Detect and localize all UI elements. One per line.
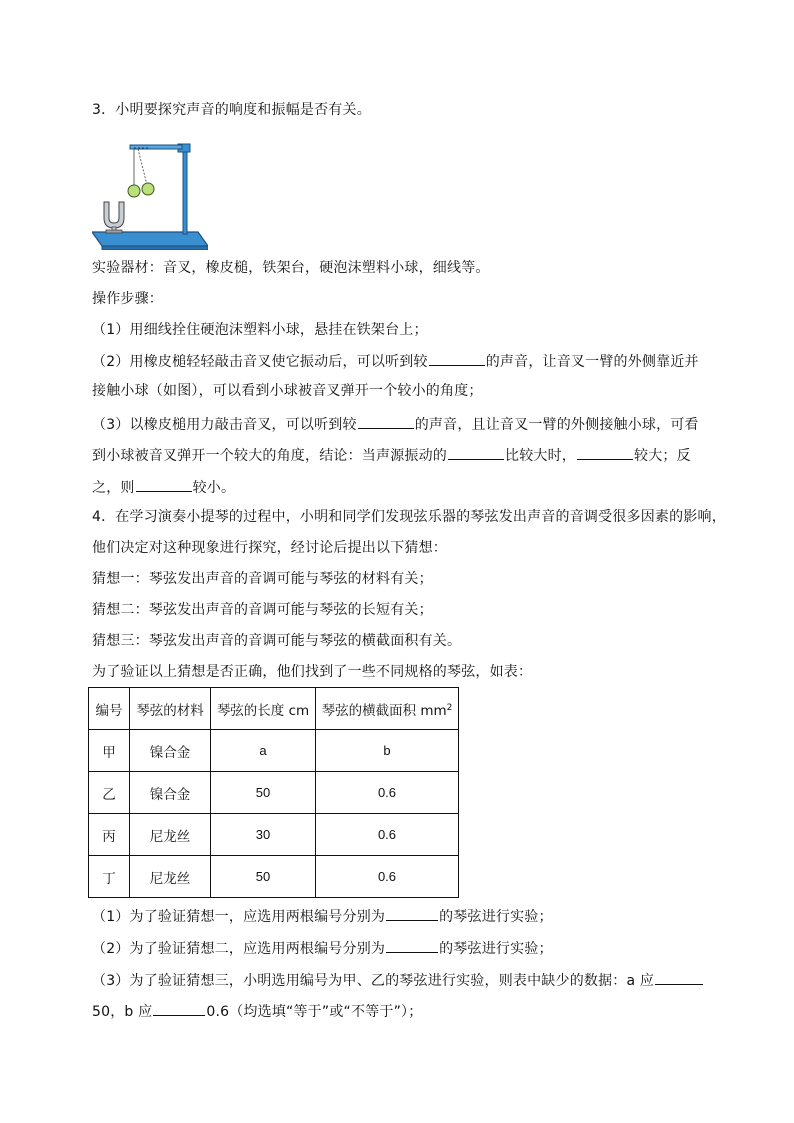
q3-step3-text-b: 的声音，且让音叉一臂的外侧接触小球，可看 — [414, 417, 699, 433]
q3-step3-text-c: 到小球被音叉弹开一个较大的角度，结论：当声源振动的 — [92, 448, 447, 464]
q4-intro-line1: 4．在学习演奏小提琴的过程中，小明和同学们发现弦乐器的琴弦发出声音的音调受很多因素的影响， — [92, 509, 726, 525]
cell-id: 丁 — [89, 856, 130, 898]
q3-step3-text-a: （3）以橡皮槌用力敲击音叉，可以听到较 — [92, 417, 357, 433]
q4-sub3-text-c: 0.6（均选填“等于”或“不等于”）； — [206, 1004, 423, 1020]
answer-blank-q3-step3-3[interactable] — [577, 444, 633, 460]
cell-id: 丙 — [89, 814, 130, 856]
q3-step3-line1 — [92, 413, 699, 435]
q4-guess3: 猜想三：琴弦发出声音的音调可能与琴弦的横截面积有关。 — [92, 633, 462, 649]
header-area-sup: 2 — [446, 702, 453, 713]
header-id: 编号 — [89, 688, 130, 730]
answer-blank-q4-sub1[interactable] — [386, 905, 438, 921]
q4-sub2-text-a: （2）为了验证猜想二，应选用两根编号分别为 — [92, 941, 386, 957]
q3-step2-line1 — [92, 350, 699, 372]
answer-blank-q3-step3-1[interactable] — [358, 413, 414, 429]
cell-length: a — [211, 730, 316, 772]
cell-material: 镍合金 — [130, 730, 211, 772]
string-spec-table — [88, 687, 459, 898]
q3-step3-text-e: 较大；反 — [634, 448, 691, 464]
answer-blank-q4-sub2[interactable] — [386, 937, 438, 953]
q3-step2-text-a: （2）用橡皮槌轻轻敲击音叉使它振动后，可以听到较 — [92, 354, 428, 370]
header-area — [316, 688, 459, 730]
q3-step3-text-f: 之，则 — [92, 480, 135, 496]
cell-id: 乙 — [89, 772, 130, 814]
table-header-row — [89, 688, 459, 730]
q4-sub3-text-a: （3）为了验证猜想三，小明选用编号为甲、乙的琴弦进行实验，则表中缺少的数据：a 应 — [92, 973, 655, 989]
q4-intro-line2: 他们决定对这种现象进行探究，经讨论后提出以下猜想： — [92, 540, 447, 556]
header-length: 琴弦的长度 cm — [211, 688, 316, 730]
cell-area: 0.6 — [316, 814, 459, 856]
q3-materials: 实验器材：音叉，橡皮槌，铁架台，硬泡沫塑料小球，细线等。 — [92, 260, 490, 276]
q3-step3-text-d: 比较大时， — [505, 448, 576, 464]
header-area-text: 琴弦的横截面积 mm — [321, 702, 447, 719]
q4-sub2-text-b: 的琴弦进行实验； — [439, 941, 553, 957]
table-row — [89, 772, 459, 814]
cell-material: 镍合金 — [130, 772, 211, 814]
table-row — [89, 730, 459, 772]
answer-blank-q4-sub3-b[interactable] — [153, 1000, 205, 1016]
cell-length: 30 — [211, 814, 316, 856]
q4-guess1: 猜想一：琴弦发出声音的音调可能与琴弦的材料有关； — [92, 571, 433, 587]
q3-step1: （1）用细线拴住硬泡沫塑料小球，悬挂在铁架台上； — [92, 322, 428, 338]
q3-step2-line2: 接触小球（如图），可以看到小球被音叉弹开一个较小的角度； — [92, 383, 483, 399]
q3-step3-text-g: 较小。 — [192, 480, 236, 496]
cell-material: 尼龙丝 — [130, 856, 211, 898]
q4-sub1 — [92, 905, 553, 927]
q4-sub3-line1 — [92, 969, 704, 991]
cell-area: b — [316, 730, 459, 772]
q4-sub1-text-a: （1）为了验证猜想一，应选用两根编号分别为 — [92, 909, 386, 925]
q3-step3-line3 — [92, 476, 235, 498]
tuning-fork-apparatus-illustration — [92, 136, 208, 250]
q3-title: 3．小明要探究声音的响度和振幅是否有关。 — [92, 102, 371, 118]
q3-step3-line2 — [92, 444, 691, 466]
q4-table-intro: 为了验证以上猜想是否正确，他们找到了一些不同规格的琴弦，如表： — [92, 664, 533, 680]
table-row — [89, 856, 459, 898]
tuning-fork-pendulum-figure — [92, 136, 208, 250]
q3-step2-text-b: 的声音，让音叉一臂的外侧靠近并 — [485, 354, 699, 370]
answer-blank-q3-step2[interactable] — [429, 350, 485, 366]
answer-blank-q3-step3-2[interactable] — [448, 444, 504, 460]
cell-id: 甲 — [89, 730, 130, 772]
answer-blank-q4-sub3-a[interactable] — [655, 969, 703, 985]
q4-sub3-text-b: 50，b 应 — [92, 1004, 153, 1020]
cell-area: 0.6 — [316, 772, 459, 814]
cell-material: 尼龙丝 — [130, 814, 211, 856]
q4-sub3-line2 — [92, 1000, 422, 1022]
header-material: 琴弦的材料 — [130, 688, 211, 730]
cell-area: 0.6 — [316, 856, 459, 898]
q3-steps-heading: 操作步骤： — [92, 291, 163, 307]
q4-guess2: 猜想二：琴弦发出声音的音调可能与琴弦的长短有关； — [92, 602, 433, 618]
q4-sub2 — [92, 937, 553, 959]
q4-sub1-text-b: 的琴弦进行实验； — [439, 909, 553, 925]
table-row — [89, 814, 459, 856]
cell-length: 50 — [211, 772, 316, 814]
answer-blank-q3-step3-4[interactable] — [136, 476, 192, 492]
cell-length: 50 — [211, 856, 316, 898]
